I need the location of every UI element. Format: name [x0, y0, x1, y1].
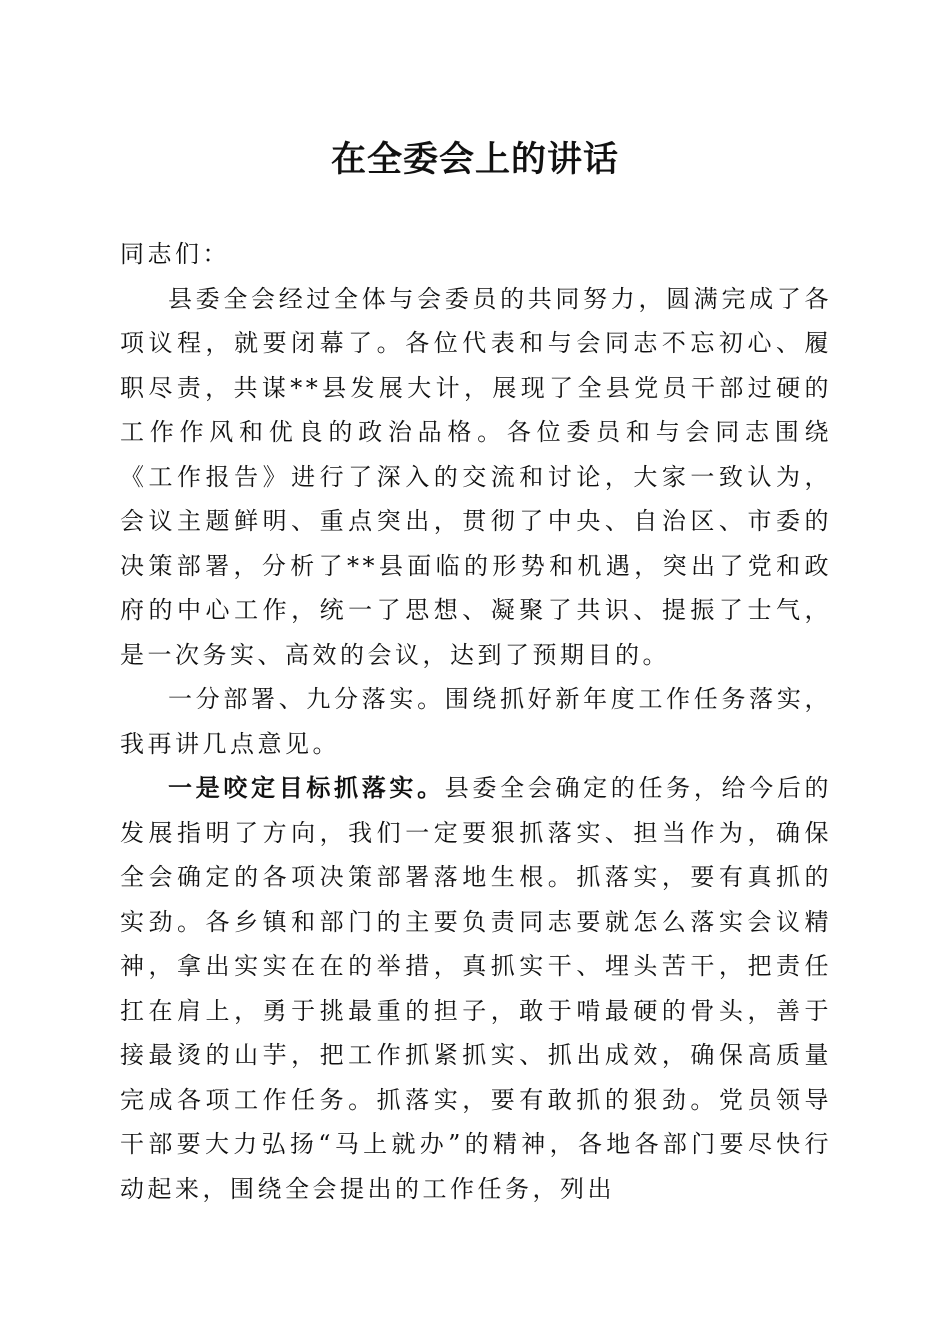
document-title: 在全委会上的讲话	[330, 139, 619, 180]
paragraph-3-lead: 一是咬定目标抓落实。	[168, 773, 445, 802]
paragraph-3-text: 县委全会确定的任务，给今后的发展指明了方向，我们一定要狠抓落实、担当作为，确保全会确定的各项决策部署落地生根。抓落实，要有真抓的实劲。各乡镇和部门的主要负责同志要就怎么落实会议精神，拿出实实在在的举措，真抓实干、埋头苦干，把责任扛在肩上，勇于挑最重的担子，敢于啃最硬的骨头，善于接最烫的山芋，把工作抓紧抓实、抓出成效，确保高质量完成各项工作任务。抓落实，要有敢抓的狠劲。党员领导干部要大力弘扬“马上就办”的精神，各地各部门要尽快行动起来，围绕全会提出的工作任务，列出	[120, 774, 833, 1203]
paragraph-1	[120, 277, 832, 678]
document-body	[120, 232, 832, 1211]
paragraph-1-text: 县委全会经过全体与会委员的共同努力，圆满完成了各项议程，就要闭幕了。各位代表和与会同志不忘初心、履职尽责，共谋**县发展大计，展现了全县党员干部过硬的工作作风和优良的政治品格。各位委员和与会同志围绕《工作报告》进行了深入的交流和讨论，大家一致认为，会议主题鲜明、重点突出，贯彻了中央、自治区、市委的决策部署，分析了**县面临的形势和机遇，突出了党和政府的中心工作，统一了思想、凝聚了共识、提振了士气，是一次务实、高效的会议，达到了预期目的。	[120, 284, 832, 669]
paragraph-3	[120, 766, 832, 1211]
salutation: 同志们：	[120, 240, 230, 268]
paragraph-2	[120, 677, 832, 766]
paragraph-2-text: 一分部署、九分落实。围绕抓好新年度工作任务落实，我再讲几点意见。	[120, 685, 832, 758]
